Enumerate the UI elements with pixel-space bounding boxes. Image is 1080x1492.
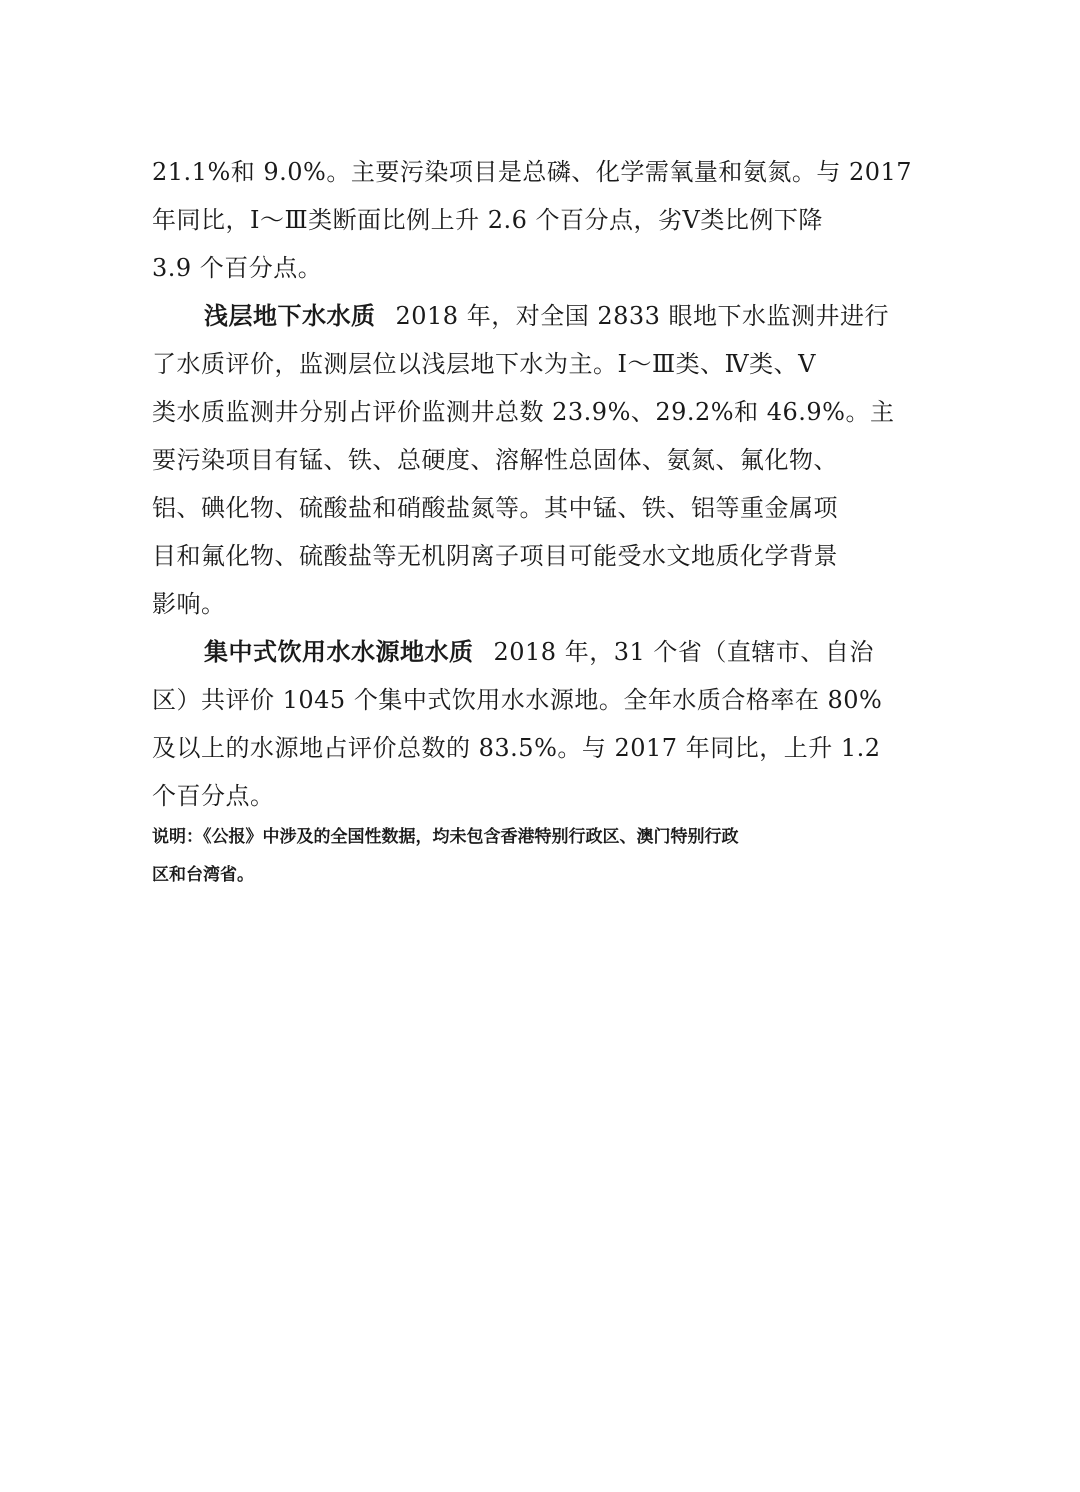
drinking-water-paragraph — [152, 628, 883, 820]
text-line: 目和氟化物、硫酸盐等无机阴离子项目可能受水文地质化学背景 — [152, 542, 838, 570]
groundwater-paragraph — [152, 292, 895, 628]
text-line: 要污染项目有锰、铁、总硬度、溶解性总固体、氨氮、氟化物、 — [152, 446, 838, 474]
text-line: 3.9 个百分点。 — [152, 254, 323, 282]
text-line: 铝、碘化物、硫酸盐和硝酸盐氮等。其中锰、铁、铝等重金属项 — [152, 494, 838, 522]
text-line — [152, 292, 890, 340]
text-run: 2018 年，对全国 2833 眼地下水监测井进行 — [395, 302, 890, 330]
text-line: 21.1%和 9.0%。主要污染项目是总磷、化学需氧量和氨氮。与 2017 — [152, 158, 913, 186]
footnote-line: 区和台湾省。 — [152, 865, 254, 885]
text-line: 影响。 — [152, 590, 226, 618]
text-line: 区）共评价 1045 个集中式饮用水水源地。全年水质合格率在 80% — [152, 686, 883, 714]
footnote — [152, 818, 876, 894]
text-line: 年同比，Ⅰ～Ⅲ类断面比例上升 2.6 个百分点，劣Ⅴ类比例下降 — [152, 206, 823, 234]
text-line: 个百分点。 — [152, 782, 275, 810]
text-run: 2018 年，31 个省（直辖市、自治 — [493, 638, 874, 666]
footnote-line: 说明：《公报》中涉及的全国性数据，均未包含香港特别行政区、澳门特别行政 — [152, 827, 739, 847]
text-line: 及以上的水源地占评价总数的 83.5%。与 2017 年同比，上升 1.2 — [152, 734, 881, 762]
text-line: 类水质监测井分别占评价监测井总数 23.9%、29.2%和 46.9%。主 — [152, 398, 895, 426]
section-heading-drinking-water: 集中式饮用水水源地水质 — [204, 638, 474, 666]
text-line: 了水质评价，监测层位以浅层地下水为主。Ⅰ～Ⅲ类、Ⅳ类、Ⅴ — [152, 350, 816, 378]
section-heading-groundwater: 浅层地下水水质 — [204, 302, 376, 330]
document-body — [152, 148, 913, 820]
surface-water-paragraph — [152, 148, 913, 292]
text-line — [152, 628, 876, 676]
